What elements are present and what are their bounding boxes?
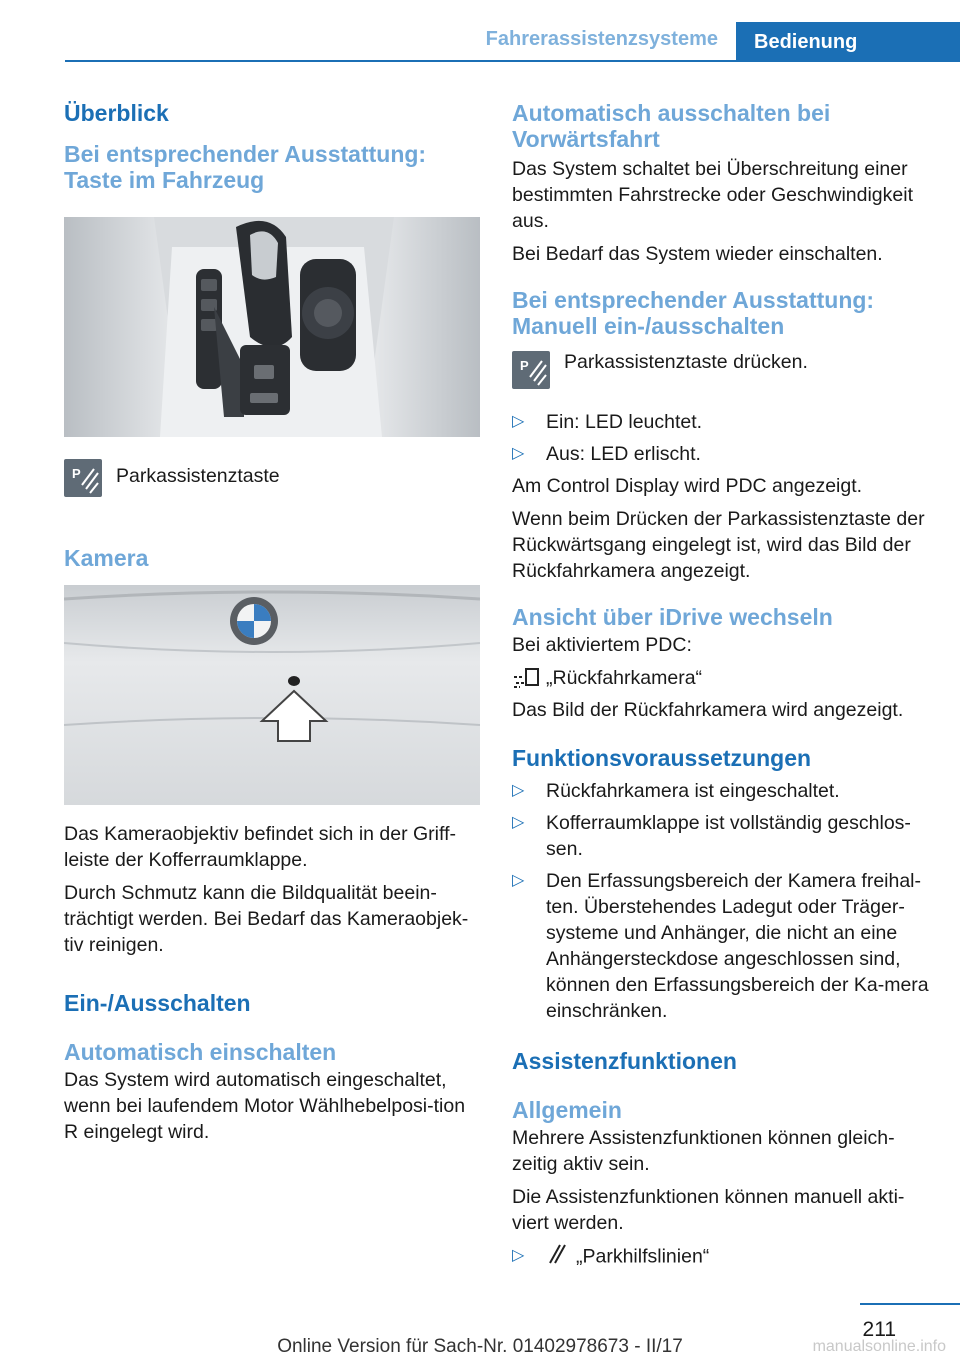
heading-assist: Assistenzfunktionen <box>512 1048 737 1074</box>
list-item: ▷ Kofferraumklappe ist vollständig geschlos‐sen. <box>512 812 911 860</box>
header-section-title: Fahrerassistenzsysteme <box>485 28 718 50</box>
heading-manual: Bei entsprechender Ausstattung: Manuell ein-/ausschalten <box>512 287 875 339</box>
auto-off-paragraph-1: Das System schaltet bei Überschreitung einer bestimmten Fahrstrecke oder Geschwindigkeit aus. <box>512 158 913 232</box>
triangle-bullet-icon: ▷ <box>512 872 525 889</box>
list-item: ▷ Aus: LED erlischt. <box>512 443 701 465</box>
led-list <box>512 409 932 467</box>
gear-console-photo <box>64 217 480 437</box>
left-column <box>64 100 480 1152</box>
triangle-bullet-icon: ▷ <box>512 814 525 831</box>
auto-off-paragraph-2: Bei Bedarf das System wieder einschalten. <box>512 243 883 265</box>
parking-lines-icon <box>546 1243 576 1272</box>
heading-prerequisites: Funktionsvoraussetzungen <box>512 745 812 771</box>
manual-instruction: Parkassistenztaste drücken. <box>564 351 808 373</box>
list-item: ▷ Rückfahrkamera ist eingeschaltet. <box>512 780 840 802</box>
list-item: ▷ „Parkhilfslinien“ <box>512 1243 932 1272</box>
idrive-menu-item: „Rückfahrkamera“ <box>546 667 703 689</box>
tailgate-camera-photo <box>64 585 480 805</box>
auto-on-paragraph: Das System wird automatisch eingeschaltet, wenn bei laufendem Motor Wählhebelposi‐tion R eingelegt wird. <box>64 1069 466 1143</box>
triangle-bullet-icon: ▷ <box>512 782 525 799</box>
idrive-paragraph-2: Das Bild der Rückfahrkamera wird angezeigt. <box>512 699 904 721</box>
svg-text:P: P <box>72 466 81 481</box>
heading-on-off: Ein-/Ausschalten <box>64 990 251 1016</box>
heading-general: Allgemein <box>512 1097 622 1123</box>
header-tab: Bedienung <box>736 22 960 62</box>
pdc-button-icon <box>512 351 550 389</box>
list-item: ▷ Den Erfassungsbereich der Kamera freihal‐ten. Überstehendes Ladegut oder Träger‐systeme und Anhänger, die nicht an eine Anhängersteckdose angeschlossen sind, können den Erfassungsbereich der Ka‐mera einschränken. <box>512 870 929 1022</box>
heading-auto-on: Automatisch einschalten <box>64 1039 337 1065</box>
assist-list <box>512 1243 932 1272</box>
footer-online-version: Online Version für Sach-Nr. 01402978673 - II/17 <box>277 1336 683 1357</box>
heading-auto-off: Automatisch ausschalten bei Vorwärtsfahrt <box>512 100 831 152</box>
heading-camera: Kamera <box>64 545 149 571</box>
pdc-button-icon <box>64 459 102 497</box>
camera-paragraph-2: Durch Schmutz kann die Bildqualität beein‐trächtigt werden. Bei Bedarf das Kameraobjek‐tiv reinigen. <box>64 882 469 956</box>
pdc-paragraph-1: Am Control Display wird PDC angezeigt. <box>512 475 863 497</box>
triangle-bullet-icon: ▷ <box>512 445 525 462</box>
watermark: manualsonline.info <box>812 1338 946 1355</box>
heading-idrive: Ansicht über iDrive wechseln <box>512 604 833 630</box>
button-caption-row <box>64 457 480 497</box>
list-item: ▷ Ein: LED leuchtet. <box>512 411 703 433</box>
prerequisites-list <box>512 778 932 1024</box>
page-number: 211 <box>862 1318 896 1341</box>
heading-equipment-button: Bei entsprechender Ausstattung: Taste im Fahrzeug <box>64 141 427 193</box>
right-column <box>512 100 932 1278</box>
idrive-paragraph-1: Bei aktiviertem PDC: <box>512 634 692 656</box>
assist-paragraph-2: Die Assistenzfunktionen können manuell akti‐viert werden. <box>512 1186 905 1234</box>
camera-paragraph-1: Das Kameraobjektiv befindet sich in der Griff‐leiste der Kofferraumklappe. <box>64 823 456 871</box>
pdc-paragraph-2: Wenn beim Drücken der Parkassistenztaste der Rückwärtsgang eingelegt ist, wird das Bild der Rückfahrkamera angezeigt. <box>512 508 925 582</box>
idrive-menu-row <box>512 665 932 691</box>
triangle-bullet-icon: ▷ <box>512 1247 525 1264</box>
header-rule <box>65 60 960 62</box>
triangle-bullet-icon: ▷ <box>512 413 525 430</box>
svg-text:P: P <box>520 358 529 373</box>
heading-overview: Überblick <box>64 100 169 126</box>
button-caption: Parkassistenztaste <box>116 465 280 487</box>
assist-paragraph-1: Mehrere Assistenzfunktionen können gleich‐zeitig aktiv sein. <box>512 1127 895 1175</box>
manual-instruction-row <box>512 349 932 389</box>
camera-view-icon <box>512 665 546 691</box>
footer-rule <box>860 1303 960 1305</box>
